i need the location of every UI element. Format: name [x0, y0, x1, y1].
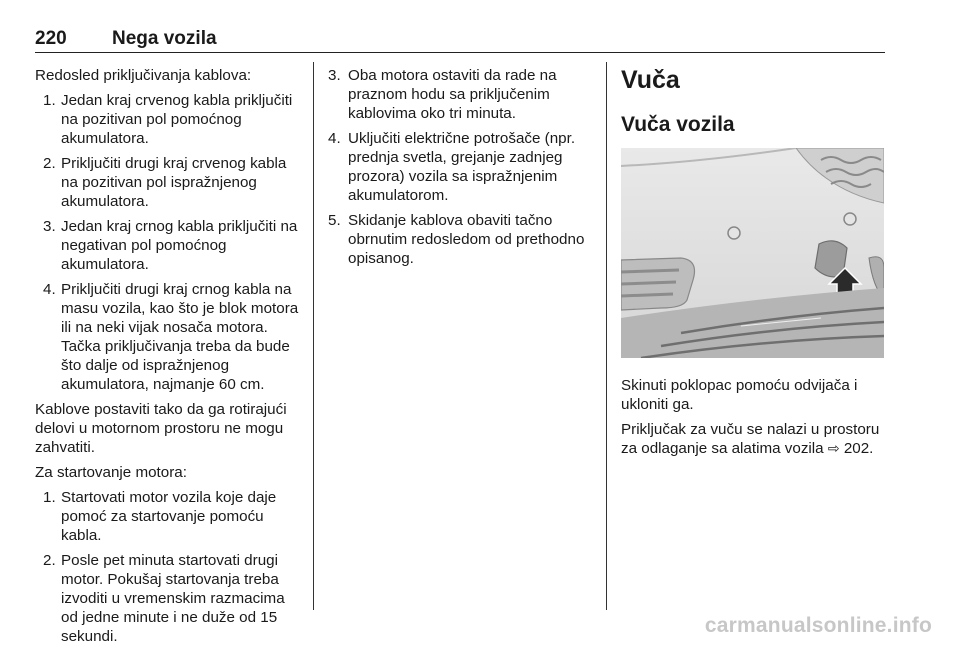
page-number: 220: [35, 28, 67, 49]
cable-placement-note: Kablove postaviti tako da ga rotirajući delovi u motornom prostoru ne mogu zahvatiti.: [35, 401, 287, 456]
page-header: [35, 26, 885, 53]
column-2: [328, 66, 590, 274]
list-item: 1. Startovati motor vozila koje daje pomoć za startovanje pomoću kabla.: [43, 489, 277, 544]
list-item: 4. Priključiti drugi kraj crnog kabla na masu vozila, kao što je blok motora ili na neki vijak nosača motora. Tačka priključivanja treba da bude što dalje od ispražnjenog akumulatora, najmanje 60 cm.: [43, 281, 299, 393]
arrow-reference-icon: ⇨: [827, 440, 840, 456]
start-engine-intro: Za startovanje motora:: [35, 464, 187, 481]
remove-cover-instruction: Skinuti poklopac pomoću odvijača i ukloniti ga.: [621, 377, 858, 413]
list-item: 2. Posle pet minuta startovati drugi motor. Pokušaj startovanja treba izvoditi u vremenskim razmacima od jedne minute i ne duže od 15 sekundi.: [43, 552, 285, 645]
list-item: 4. Uključiti električne potrošače (npr. prednja svetla, grejanje zadnjeg prozora) vozila sa ispražnjenim akumulatorom.: [328, 130, 576, 204]
column-3: [621, 66, 883, 464]
cable-order-intro: Redosled priključivanja kablova:: [35, 67, 252, 84]
section-subheading: Vuča vozila: [621, 113, 735, 136]
towing-eye-cover-illustration: [621, 148, 884, 358]
column-divider: [313, 62, 314, 610]
section-heading: Vuča: [621, 66, 680, 94]
page-title: Nega vozila: [112, 28, 217, 49]
start-engine-steps: [35, 488, 300, 646]
page-reference-link[interactable]: 202.: [843, 440, 874, 457]
cable-order-steps: [35, 91, 300, 394]
list-item: 3. Jedan kraj crnog kabla priključiti na negativan pol pomoćnog akumulatora.: [43, 218, 298, 273]
list-item: 1. Jedan kraj crvenog kabla priključiti na pozitivan pol pomoćnog akumulatora.: [43, 92, 293, 147]
column-1: [35, 66, 300, 652]
list-item: 2. Priključiti drugi kraj crvenog kabla na pozitivan pol ispražnjenog akumulatora.: [43, 155, 287, 210]
site-watermark: carmanualsonline.info: [704, 614, 932, 637]
list-item: 5. Skidanje kablova obaviti tačno obrnutim redosledom od prethodno opisanog.: [328, 212, 585, 267]
list-item: 3. Oba motora ostaviti da rade na praznom hodu sa priključenim kablovima oko tri minuta.: [328, 67, 557, 122]
start-engine-steps-continued: [328, 66, 590, 268]
tow-eye-location-note: Priključak za vuču se nalazi u prostoru za odlaganje sa alatima vozila ⇨ 202.: [621, 421, 880, 457]
column-divider: [606, 62, 607, 610]
